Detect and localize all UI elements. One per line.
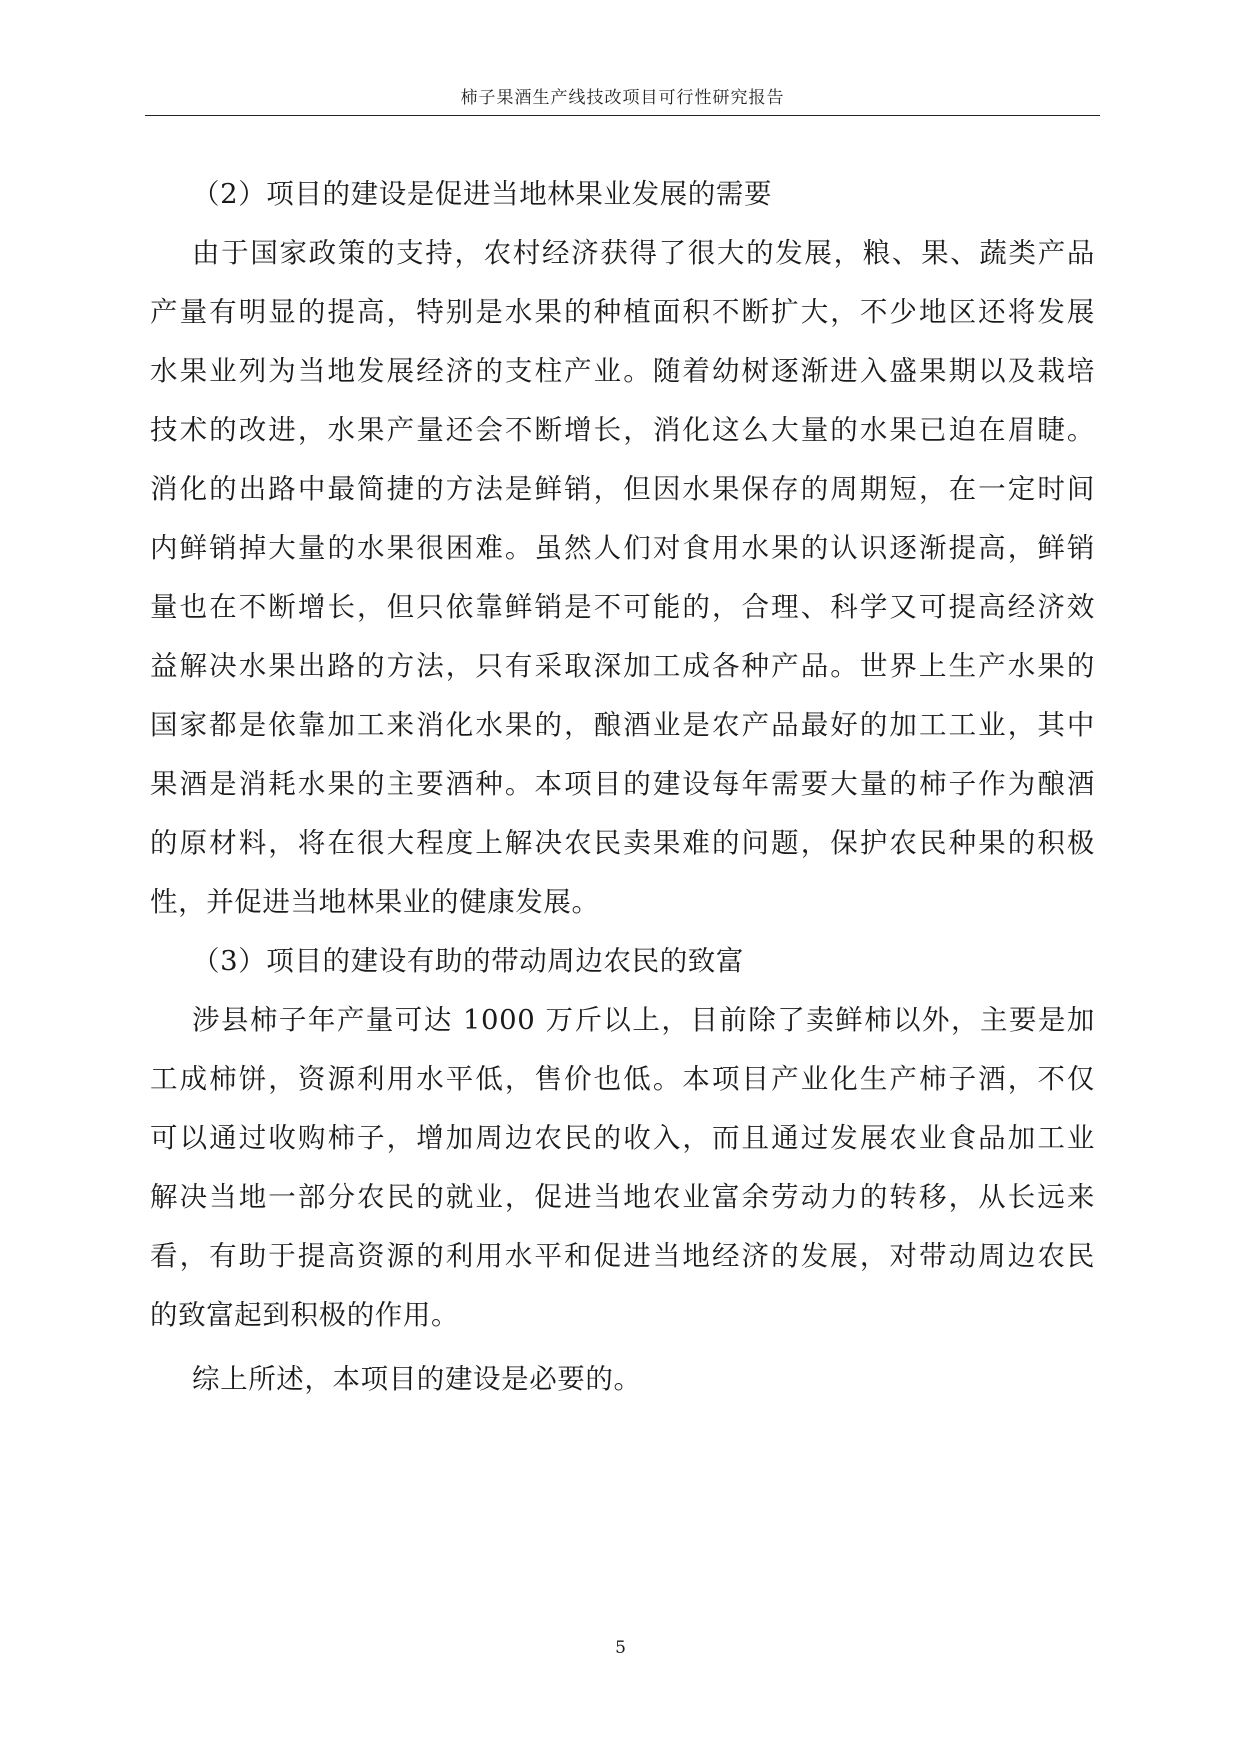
header-rule [145, 115, 1100, 116]
section-3-heading: （3）项目的建设有助的带动周边农民的致富 [192, 945, 744, 977]
body-line: 由于国家政策的支持，农村经济获得了很大的发展，粮、果、蔬类产品 [192, 237, 1095, 269]
body-line: 看，有助于提高资源的利用水平和促进当地经济的发展，对带动周边农民 [150, 1240, 1095, 1272]
running-header-title: 柿子果酒生产线技改项目可行性研究报告 [460, 88, 785, 108]
body-line-last: 的致富起到积极的作用。 [150, 1299, 460, 1331]
body-line: 水果业列为当地发展经济的支柱产业。随着幼树逐渐进入盛果期以及栽培 [150, 355, 1095, 387]
body-line: 工成柿饼，资源利用水平低，售价也低。本项目产业化生产柿子酒，不仅 [150, 1063, 1095, 1095]
body-line: 解决当地一部分农民的就业，促进当地农业富余劳动力的转移，从长远来 [150, 1181, 1095, 1213]
body-line: 果酒是消耗水果的主要酒种。本项目的建设每年需要大量的柿子作为酿酒 [150, 768, 1095, 800]
body-line: 国家都是依靠加工来消化水果的，酿酒业是农产品最好的加工工业，其中 [150, 709, 1095, 741]
body-line: 产量有明显的提高，特别是水果的种植面积不断扩大，不少地区还将发展 [150, 296, 1095, 328]
body-line: 消化的出路中最简捷的方法是鲜销，但因水果保存的周期短，在一定时间 [150, 473, 1095, 505]
body-line: 内鲜销掉大量的水果很困难。虽然人们对食用水果的认识逐渐提高，鲜销 [150, 532, 1095, 564]
section-2-heading: （2）项目的建设是促进当地林果业发展的需要 [192, 178, 773, 210]
page-number: 5 [615, 1638, 626, 1658]
body-line-last: 性，并促进当地林果业的健康发展。 [150, 886, 600, 918]
body-line: 量也在不断增长，但只依靠鲜销是不可能的，合理、科学又可提高经济效 [150, 591, 1095, 623]
body-line: 的原材料，将在很大程度上解决农民卖果难的问题，保护农民种果的积极 [150, 827, 1095, 859]
body-line: 涉县柿子年产量可达 1000 万斤以上，目前除了卖鲜柿以外，主要是加 [192, 1004, 1095, 1036]
conclusion-text: 综上所述，本项目的建设是必要的。 [192, 1363, 642, 1395]
body-line: 益解决水果出路的方法，只有采取深加工成各种产品。世界上生产水果的 [150, 650, 1095, 682]
body-line: 技术的改进，水果产量还会不断增长，消化这么大量的水果已迫在眉睫。 [150, 414, 1095, 446]
body-line: 可以通过收购柿子，增加周边农民的收入，而且通过发展农业食品加工业 [150, 1122, 1095, 1154]
